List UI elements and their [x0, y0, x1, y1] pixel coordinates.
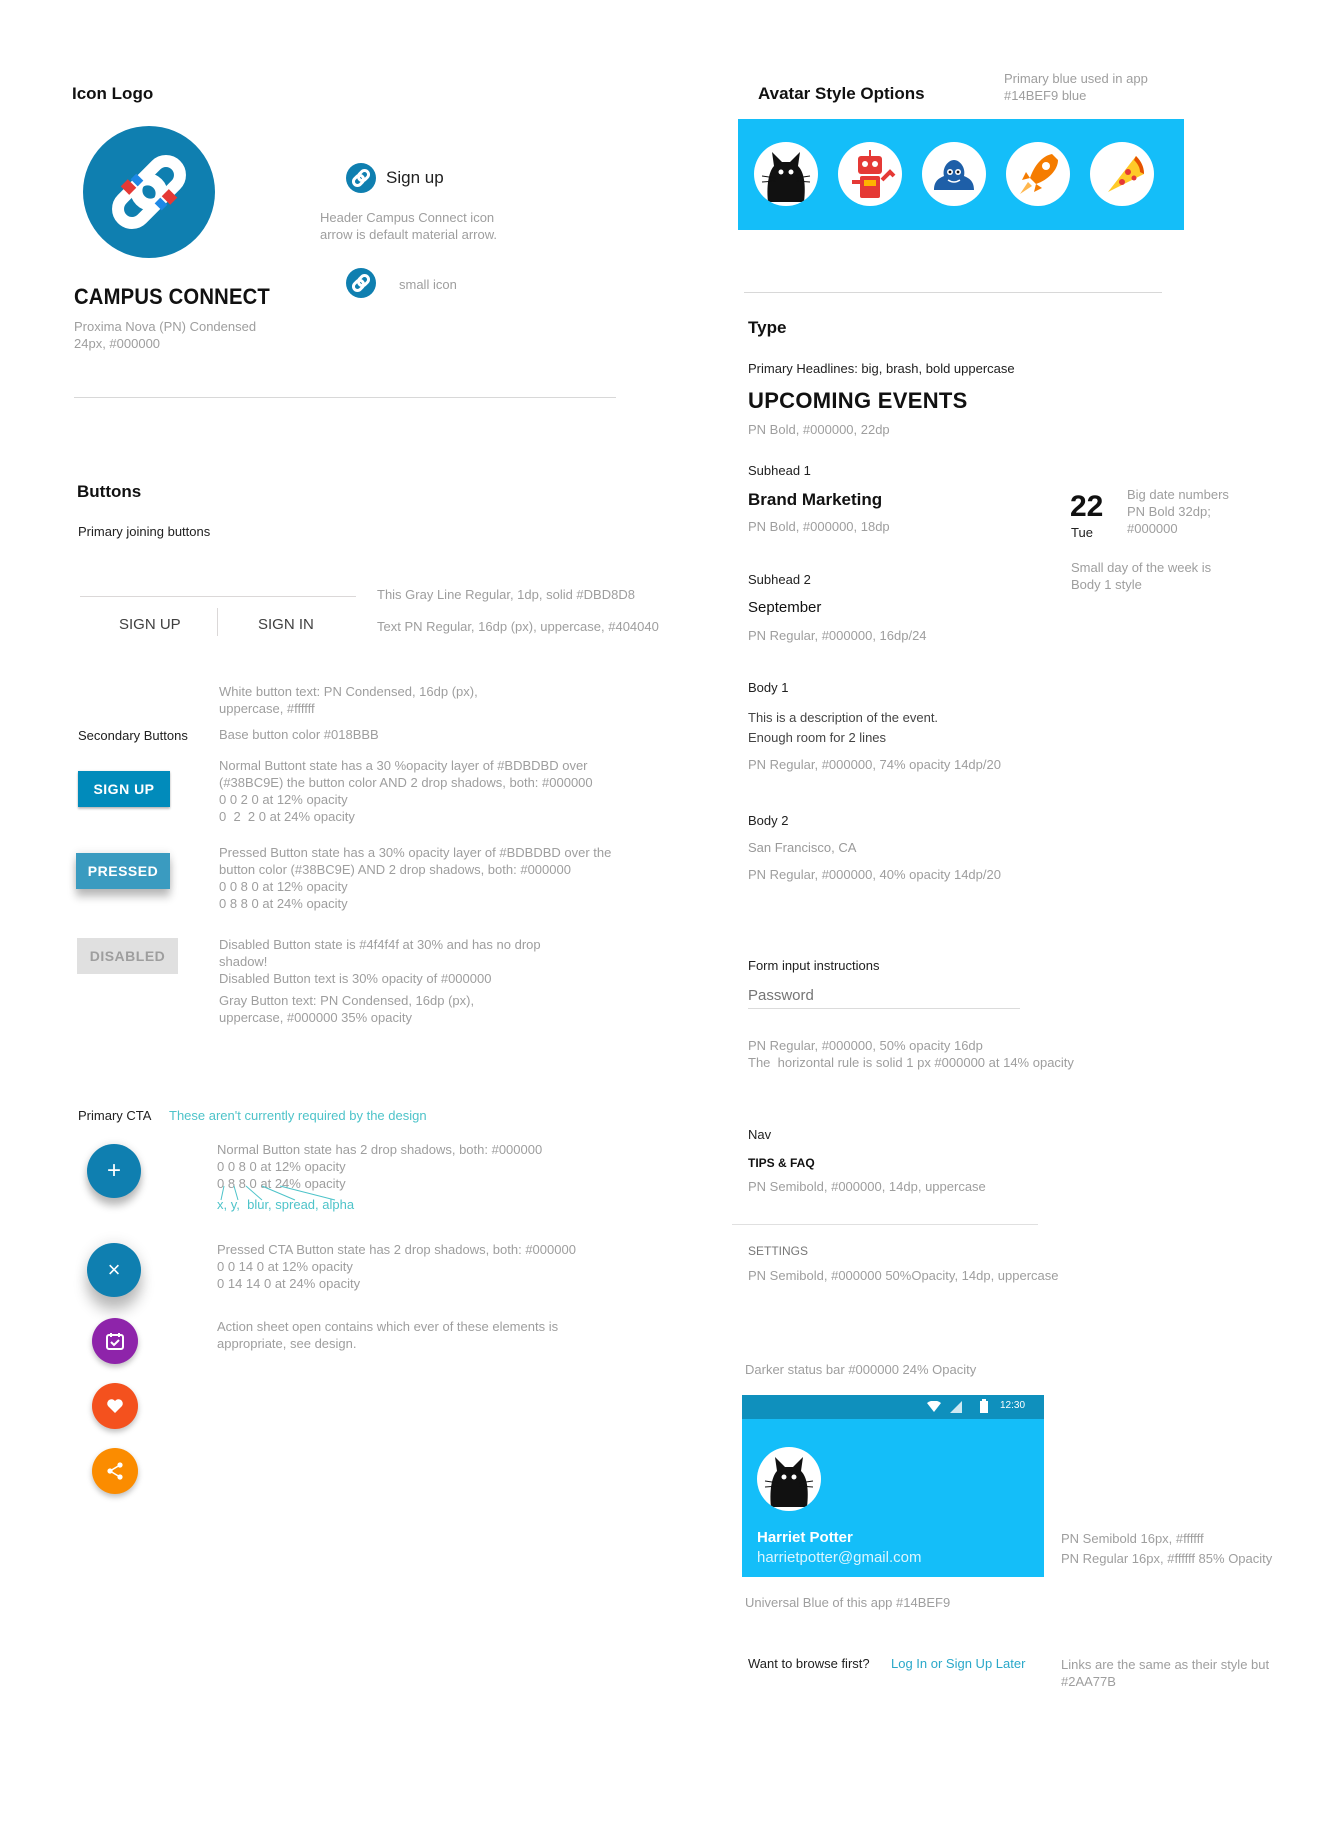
form-spec-1: PN Regular, #000000, 50% opacity 16dp: [748, 1038, 983, 1053]
header-logo-icon: [346, 163, 376, 193]
nav-tips-faq[interactable]: TIPS & FAQ: [748, 1156, 815, 1170]
pressed-button[interactable]: PRESSED: [76, 853, 170, 889]
browse-first-text: Want to browse first?: [748, 1656, 870, 1671]
rocket-avatar[interactable]: [1006, 142, 1070, 206]
monster-avatar[interactable]: [922, 142, 986, 206]
nav-divider: [732, 1224, 1038, 1225]
wordmark: CAMPUS CONNECT: [74, 284, 270, 309]
pizza-icon: [1090, 142, 1154, 206]
wordmark-spec-2: 24px, #000000: [74, 336, 161, 351]
cat-avatar[interactable]: [754, 142, 818, 206]
drawer-header: [742, 1395, 1044, 1577]
form-input-label: Form input instructions: [748, 958, 880, 973]
calendar-fab-button[interactable]: [92, 1318, 138, 1364]
shadow-param-annotation: x, y, blur, spread, alpha: [217, 1197, 355, 1212]
not-required-note: These aren't currently required by the design: [169, 1108, 427, 1123]
action-sheet-note-2: appropriate, see design.: [217, 1336, 357, 1351]
plus-icon: +: [106, 1157, 121, 1184]
secondary-buttons-label: Secondary Buttons: [78, 728, 188, 743]
robot-icon: [838, 142, 902, 206]
cta-normal-note-2: 0 0 8 0 at 12% opacity: [217, 1159, 346, 1174]
secondary-signup-button[interactable]: SIGN UP: [78, 771, 170, 807]
small-icon-label: small icon: [399, 277, 457, 292]
headline-spec: PN Bold, #000000, 22dp: [748, 422, 890, 437]
date-day: Tue: [1071, 525, 1093, 540]
date-note-1: Big date numbers: [1127, 487, 1229, 502]
settings-spec: PN Semibold, #000000 50%Opacity, 14dp, uppercase: [748, 1268, 1059, 1283]
small-logo-icon: [346, 268, 376, 298]
signal-icon: [950, 1401, 962, 1413]
primary-joining-label: Primary joining buttons: [78, 524, 211, 539]
battery-icon: [980, 1399, 988, 1413]
disabled-note-1: Disabled Button state is #4f4f4f at 30% and has no drop: [219, 937, 541, 952]
date-note-2: PN Bold 32dp;: [1127, 504, 1211, 519]
gray-text-note-1: Gray Button text: PN Condensed, 16dp (px),: [219, 993, 475, 1008]
signup-joining-button[interactable]: SIGN UP: [119, 616, 181, 633]
primary-blue-note-2: #14BEF9 blue: [1004, 88, 1087, 103]
monster-icon: [922, 142, 986, 206]
nav-spec: PN Semibold, #000000, 14dp, uppercase: [748, 1179, 986, 1194]
cta-pressed-note-2: 0 0 14 0 at 12% opacity: [217, 1259, 353, 1274]
body1-spec: PN Regular, #000000, 74% opacity 14dp/20: [748, 757, 1001, 772]
cat-icon: [754, 142, 818, 206]
password-input[interactable]: [748, 982, 1020, 1009]
type-title: Type: [748, 318, 787, 337]
add-fab-button[interactable]: [87, 1144, 141, 1198]
day-note-2: Body 1 style: [1071, 577, 1142, 592]
links-note-2: #2AA77B: [1061, 1674, 1116, 1689]
normal-state-note-4: 0 2 2 0 at 24% opacity: [219, 809, 355, 824]
body1-sample-2: Enough room for 2 lines: [748, 730, 887, 745]
divider: [74, 397, 616, 398]
share-fab-button[interactable]: [92, 1448, 138, 1494]
subhead2-spec: PN Regular, #000000, 16dp/24: [748, 628, 927, 643]
cat-icon: [757, 1447, 821, 1511]
cta-normal-note-1: Normal Button state has 2 drop shadows, both: #000000: [217, 1142, 543, 1157]
cta-pressed-note-1: Pressed CTA Button state has 2 drop shadows, both: #000000: [217, 1242, 576, 1257]
buttons-title: Buttons: [77, 482, 142, 501]
subhead2-sample: September: [748, 599, 822, 616]
signup-header-label[interactable]: Sign up: [386, 168, 444, 187]
wordmark-spec-1: Proxima Nova (PN) Condensed: [74, 319, 257, 334]
share-icon: [105, 1461, 125, 1481]
drawer-user-email: harrietpotter@gmail.com: [757, 1549, 922, 1566]
joining-separator: [217, 608, 218, 636]
drawer-user-name: Harriet Potter: [757, 1529, 853, 1546]
calendar-check-icon: [105, 1331, 125, 1351]
subhead2-label: Subhead 2: [748, 572, 811, 587]
favorite-fab-button[interactable]: [92, 1383, 138, 1429]
gray-line-note: This Gray Line Regular, 1dp, solid #DBD8D8: [377, 587, 635, 602]
body2-label: Body 2: [748, 813, 789, 828]
nav-settings[interactable]: SETTINGS: [748, 1244, 809, 1258]
status-time: 12:30: [1000, 1400, 1026, 1411]
date-note-3: #000000: [1127, 521, 1178, 536]
header-note-1: Header Campus Connect icon: [320, 210, 495, 225]
cta-normal-note-3: 0 8 8 0 at 24% opacity: [217, 1176, 346, 1191]
day-note-1: Small day of the week is: [1071, 560, 1212, 575]
gray-text-note-2: uppercase, #000000 35% opacity: [219, 1010, 412, 1025]
header-note-2: arrow is default material arrow.: [320, 227, 498, 242]
links-note-1: Links are the same as their style but: [1061, 1657, 1270, 1672]
robot-avatar[interactable]: [838, 142, 902, 206]
close-icon: ×: [107, 1257, 121, 1282]
gray-line: [80, 596, 356, 597]
universal-blue-note: Universal Blue of this app #14BEF9: [745, 1595, 951, 1610]
status-bar-note: Darker status bar #000000 24% Opacity: [745, 1362, 977, 1377]
body1-sample-1: This is a description of the event.: [748, 710, 939, 725]
signin-joining-button[interactable]: SIGN IN: [258, 616, 314, 633]
big-date-number: 22: [1070, 490, 1104, 523]
primary-headlines-desc: Primary Headlines: big, brash, bold uppercase: [748, 361, 1015, 376]
primary-blue-note-1: Primary blue used in app: [1004, 71, 1148, 86]
white-text-note-1: White button text: PN Condensed, 16dp (px),: [219, 684, 478, 699]
normal-state-note-3: 0 0 2 0 at 12% opacity: [219, 792, 348, 807]
avatar-options-panel: [738, 119, 1184, 230]
disabled-button: DISABLED: [77, 938, 178, 974]
disabled-note-2: shadow!: [219, 954, 268, 969]
rocket-icon: [1006, 142, 1070, 206]
heart-icon: [105, 1396, 125, 1416]
cta-pressed-note-3: 0 14 14 0 at 24% opacity: [217, 1276, 361, 1291]
pizza-avatar[interactable]: [1090, 142, 1154, 206]
base-color-note: Base button color #018BBB: [219, 727, 379, 742]
wifi-icon: [927, 1401, 941, 1413]
pressed-state-note-4: 0 8 8 0 at 24% opacity: [219, 896, 348, 911]
pressed-state-note-2: button color (#38BC9E) AND 2 drop shadows, both: #000000: [219, 862, 571, 877]
normal-state-note-2: (#38BC9E) the button color AND 2 drop shadows, both: #000000: [219, 775, 593, 790]
joining-text-note: Text PN Regular, 16dp (px), uppercase, #404040: [377, 619, 659, 634]
nav-label: Nav: [748, 1127, 772, 1142]
body2-sample: San Francisco, CA: [748, 840, 857, 855]
normal-state-note-1: Normal Buttont state has a 30 %opacity layer of #BDBDBD over: [219, 758, 588, 773]
name-spec: PN Semibold 16px, #ffffff: [1061, 1531, 1204, 1546]
body1-label: Body 1: [748, 680, 789, 695]
email-spec: PN Regular 16px, #ffffff 85% Opacity: [1061, 1551, 1273, 1566]
subhead1-spec: PN Bold, #000000, 18dp: [748, 519, 890, 534]
subhead1-sample: Brand Marketing: [748, 490, 883, 509]
campus-connect-logo-icon: [83, 126, 215, 258]
disabled-note-3: Disabled Button text is 30% opacity of #000000: [219, 971, 492, 986]
action-sheet-note-1: Action sheet open contains which ever of these elements is: [217, 1319, 559, 1334]
form-spec-2: The horizontal rule is solid 1 px #000000 at 14% opacity: [748, 1055, 1074, 1070]
close-fab-button[interactable]: [87, 1243, 141, 1297]
avatar-options-title: Avatar Style Options: [758, 84, 925, 103]
login-later-link[interactable]: Log In or Sign Up Later: [891, 1656, 1026, 1671]
pressed-state-note-3: 0 0 8 0 at 12% opacity: [219, 879, 348, 894]
body2-spec: PN Regular, #000000, 40% opacity 14dp/20: [748, 867, 1001, 882]
status-bar: [742, 1395, 1044, 1419]
primary-cta-label: Primary CTA: [78, 1108, 152, 1123]
divider: [744, 292, 1162, 293]
pressed-state-note-1: Pressed Button state has a 30% opacity layer of #BDBDBD over the: [219, 845, 612, 860]
subhead1-label: Subhead 1: [748, 463, 811, 478]
headline-sample: UPCOMING EVENTS: [748, 388, 968, 413]
icon-logo-title: Icon Logo: [72, 84, 154, 103]
white-text-note-2: uppercase, #ffffff: [219, 701, 315, 716]
drawer-avatar[interactable]: [757, 1447, 821, 1511]
